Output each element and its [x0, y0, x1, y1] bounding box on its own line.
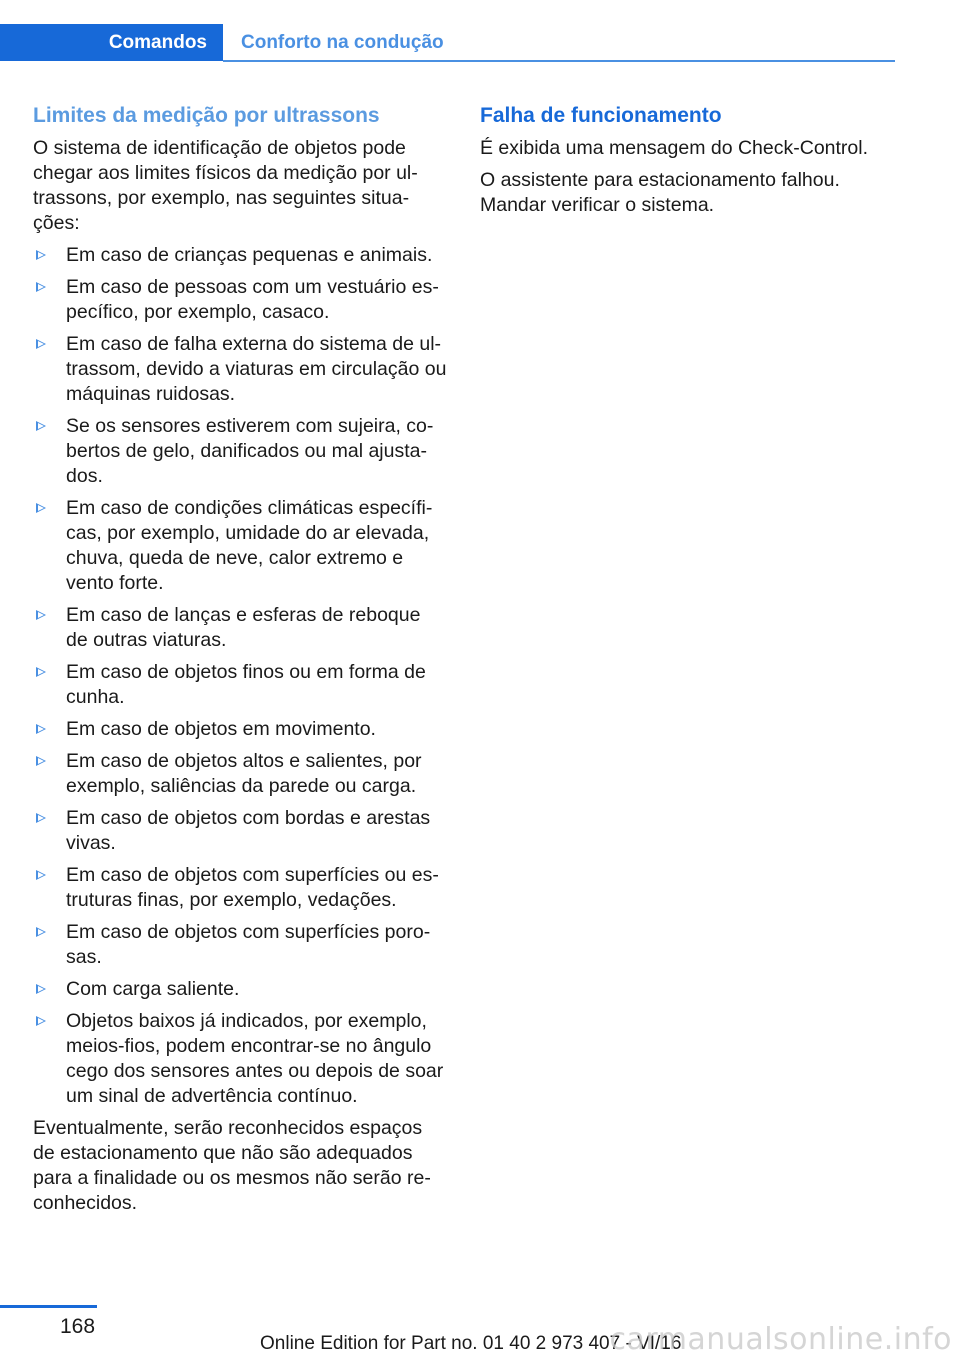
triangle-bullet-icon [36, 339, 46, 349]
limits-list [33, 243, 447, 1109]
triangle-bullet-icon [36, 282, 46, 292]
intro-paragraph: O sistema de identificação de objetos pode chegar aos limites físicos da medição por ultrassons, por exemplo, nas seguintes situações: [33, 137, 418, 234]
list-item [33, 1009, 447, 1109]
list-item-text: Em caso de crianças pequenas e animais. [66, 244, 433, 266]
watermark-text: carmanualsonline.info [609, 1322, 952, 1357]
triangle-bullet-icon [36, 927, 46, 937]
list-item [33, 717, 447, 742]
list-item [33, 275, 447, 325]
triangle-bullet-icon [36, 984, 46, 994]
malfunction-paragraph-2: O assistente para estacionamento falhou. Mandar verificar o sistema. [480, 169, 840, 216]
list-item [33, 920, 447, 970]
triangle-bullet-icon [36, 610, 46, 620]
triangle-bullet-icon [36, 421, 46, 431]
list-item-text: Em caso de objetos com superfícies porosas. [66, 921, 431, 968]
list-item-text: Em caso de objetos com bordas e arestas vivas. [66, 807, 431, 854]
tab-conforto-label: Conforto na condução [241, 31, 444, 53]
list-item [33, 496, 447, 596]
section-heading-malfunction: Falha de funcionamento [480, 104, 722, 127]
tab-conforto-na-conducao[interactable] [241, 24, 444, 61]
list-item-text: Com carga saliente. [66, 978, 240, 1000]
outro-paragraph: Eventualmente, serão reconhecidos espaços de estacionamento que não são adequados para a finalidade ou os mesmos não serão reconhecidos. [33, 1117, 431, 1214]
page-number: 168 [60, 1315, 96, 1338]
triangle-bullet-icon [36, 813, 46, 823]
list-item [33, 863, 447, 913]
list-item [33, 977, 447, 1002]
triangle-bullet-icon [36, 724, 46, 734]
list-item-text: Em caso de lanças e esferas de reboque de outras viaturas. [66, 604, 421, 651]
list-item-text: Em caso de objetos altos e salientes, por exemplo, saliências da parede ou carga. [66, 750, 422, 797]
list-item-text: Se os sensores estiverem com sujeira, cobertos de gelo, danificados ou mal ajustados. [66, 415, 434, 487]
triangle-bullet-icon [36, 250, 46, 260]
left-column [33, 102, 447, 1223]
tab-comandos[interactable] [0, 24, 223, 61]
list-item [33, 749, 447, 799]
list-item [33, 243, 447, 268]
triangle-bullet-icon [36, 870, 46, 880]
footer-rule [0, 1305, 97, 1308]
list-item-text: Em caso de falha externa do sistema de ultrassom, devido a viaturas em circulação ou máquinas ruidosas. [66, 333, 447, 405]
tab-comandos-label: Comandos [108, 31, 207, 53]
list-item-text: Em caso de objetos finos ou em forma de cunha. [66, 661, 426, 708]
triangle-bullet-icon [36, 1016, 46, 1026]
list-item-text: Em caso de condições climáticas específicas, por exemplo, umidade do ar elevada, chuva, queda de neve, calor extremo e vento forte. [66, 497, 433, 594]
list-item-text: Em caso de objetos com superfícies ou estruturas finas, por exemplo, vedações. [66, 864, 439, 911]
triangle-bullet-icon [36, 667, 46, 677]
list-item [33, 806, 447, 856]
list-item-text: Em caso de objetos em movimento. [66, 718, 376, 740]
list-item [33, 332, 447, 407]
list-item-text: Objetos baixos já indicados, por exemplo, meios-fios, podem encontrar-se no ângulo cego dos sensores antes ou depois de soar um sinal de advertência contínuo. [66, 1010, 444, 1107]
section-heading-limits: Limites da medição por ultrassons [33, 104, 380, 127]
list-item-text: Em caso de pessoas com um vestuário específico, por exemplo, casaco. [66, 276, 439, 323]
triangle-bullet-icon [36, 503, 46, 513]
list-item [33, 414, 447, 489]
right-column [480, 102, 900, 225]
malfunction-paragraph-1: É exibida uma mensagem do Check-Control. [480, 137, 869, 159]
header-rule [223, 60, 895, 62]
list-item [33, 660, 447, 710]
page-header [0, 24, 895, 62]
triangle-bullet-icon [36, 756, 46, 766]
edition-text: Online Edition for Part no. 01 40 2 973 407 - VI/16 [260, 1333, 682, 1354]
list-item [33, 603, 447, 653]
